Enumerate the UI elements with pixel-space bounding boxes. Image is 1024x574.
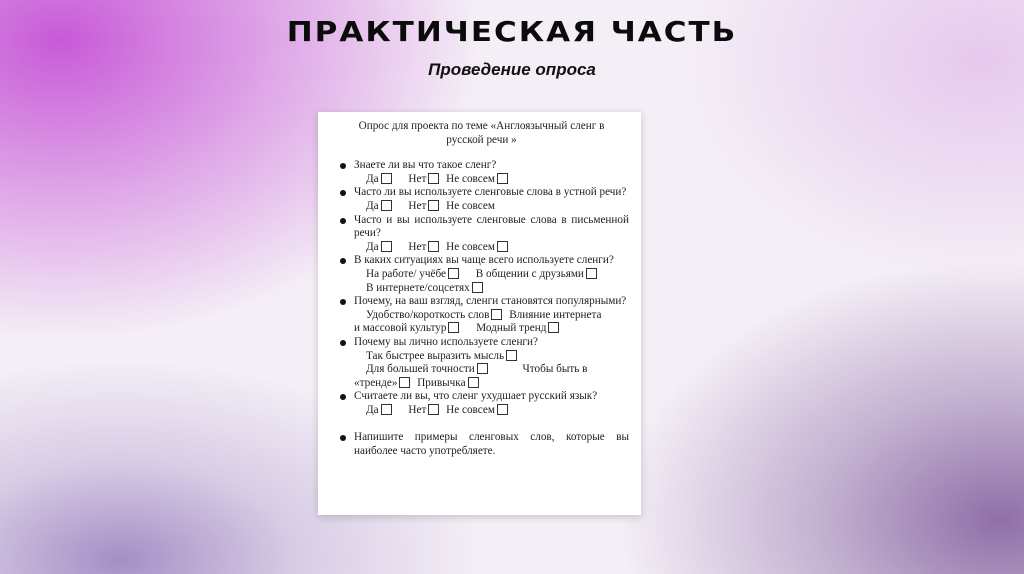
question-5: Почему, на ваш взгляд, сленги становятся популярными? [340, 295, 629, 309]
question-2-options [340, 200, 629, 214]
option-label: Модный тренд [476, 322, 547, 335]
question-5-options-2 [340, 322, 629, 336]
checkbox[interactable] [497, 173, 508, 184]
survey-title: Опрос для проекта по теме «Англоязычный сленг в русской речи » [358, 120, 605, 146]
checkbox[interactable] [468, 377, 479, 388]
checkbox[interactable] [497, 241, 508, 252]
option-label: Не совсем [446, 172, 495, 185]
survey-document [318, 112, 641, 515]
option-label: Да [366, 172, 379, 185]
option-label: Так быстрее выразить мысль [366, 349, 505, 362]
option-label: Привычка [417, 376, 466, 389]
checkbox[interactable] [428, 173, 439, 184]
slide-title: ПРАКТИЧЕСКАЯ ЧАСТЬ [286, 15, 738, 49]
checkbox[interactable] [477, 363, 488, 374]
option-label: Да [366, 403, 379, 416]
option-label: Нет [408, 240, 427, 253]
checkbox[interactable] [506, 350, 517, 361]
checkbox[interactable] [381, 200, 392, 211]
option-label: Для большей точности [366, 363, 475, 376]
checkbox[interactable] [381, 404, 392, 415]
checkbox[interactable] [497, 404, 508, 415]
question-2: Часто ли вы используете сленговые слова в устной речи? [340, 186, 629, 200]
checkbox[interactable] [428, 200, 439, 211]
question-6-options-2 [340, 363, 629, 377]
question-6-options-3 [340, 377, 629, 391]
option-label: Влияние интернета [509, 308, 602, 321]
option-label: Нет [408, 172, 427, 185]
option-label: Нет [408, 199, 427, 212]
checkbox[interactable] [428, 241, 439, 252]
question-4-options-2 [340, 282, 629, 296]
option-label: На работе/ учёбе [366, 267, 446, 280]
question-3: Часто и вы используете сленговые слова в письменной речи? [340, 214, 629, 241]
checkbox[interactable] [586, 268, 597, 279]
option-label: Не совсем [446, 199, 495, 212]
question-4: В каких ситуациях вы чаще всего используете сленги? [340, 254, 629, 268]
checkbox[interactable] [472, 282, 483, 293]
checkbox[interactable] [381, 241, 392, 252]
question-6: Почему вы лично используете сленги? [340, 336, 629, 350]
option-label: В интернете/соцсетях [366, 281, 470, 294]
question-1: Знаете ли вы что такое сленг? [340, 159, 629, 173]
checkbox[interactable] [381, 173, 392, 184]
option-label: Нет [408, 403, 427, 416]
option-label: Не совсем [446, 403, 495, 416]
option-label: Не совсем [446, 240, 495, 253]
option-label: В общении с друзьями [475, 267, 584, 280]
checkbox[interactable] [399, 377, 410, 388]
option-label: Чтобы быть в [522, 363, 588, 376]
checkbox[interactable] [548, 322, 559, 333]
checkbox[interactable] [448, 322, 459, 333]
question-7-options [340, 404, 629, 418]
option-label: Да [366, 199, 379, 212]
question-7: Считаете ли вы, что сленг ухудшает русский язык? [340, 390, 629, 404]
option-label: Да [366, 240, 379, 253]
question-6-options [340, 350, 629, 364]
option-label: «тренде» [354, 376, 398, 389]
option-label: и массовой культур [354, 322, 447, 335]
question-1-options [340, 173, 629, 187]
checkbox[interactable] [448, 268, 459, 279]
checkbox[interactable] [428, 404, 439, 415]
question-4-options [340, 268, 629, 282]
question-8: Напишите примеры сленговых слов, которые вы наиболее часто употребляете. [340, 431, 629, 458]
question-5-options [340, 309, 629, 323]
question-3-options [340, 241, 629, 255]
checkbox[interactable] [491, 309, 502, 320]
slide-subtitle: Проведение опроса [428, 60, 596, 79]
option-label: Удобство/короткость слов [366, 308, 490, 321]
